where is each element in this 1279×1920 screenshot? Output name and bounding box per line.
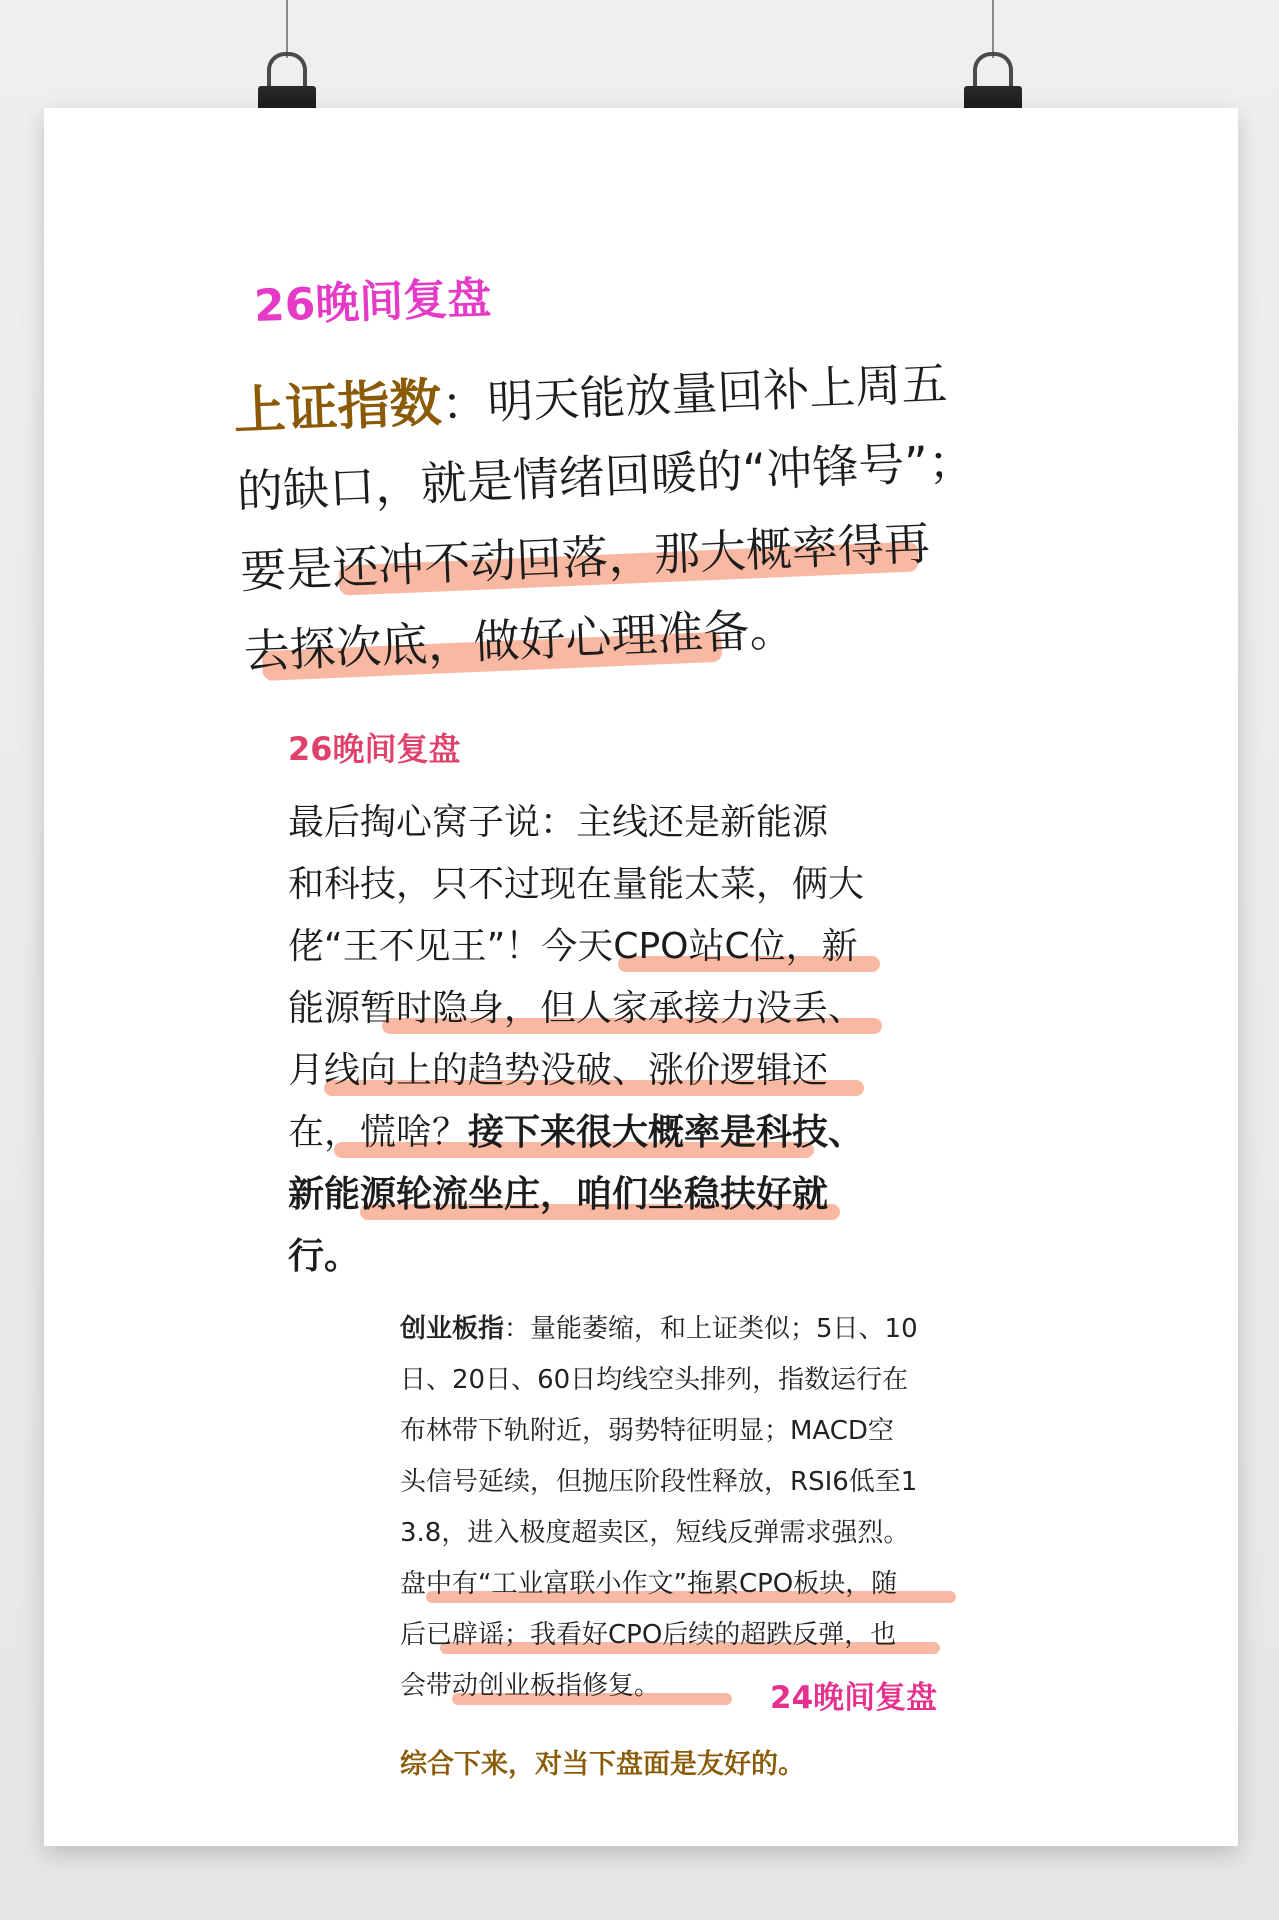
heading-26-evening-review-2: 26晚间复盘 xyxy=(288,730,461,768)
text-line: 3.8，进入极度超卖区，短线反弹需求强烈。 xyxy=(400,1518,910,1548)
text-line: 上证指数：明天能放量回补上周五 xyxy=(232,356,949,442)
text-line: 新能源轮流坐庄，咱们坐稳扶好就 xyxy=(288,1164,908,1226)
chinext-paragraph xyxy=(400,1304,960,1712)
main-view-paragraph xyxy=(288,792,908,1288)
text-line: 佬“王不见王”！今天CPO站C位，新 xyxy=(288,916,908,978)
text-line: 盘中有“工业富联小作文”拖累CPO板块，随 xyxy=(400,1559,960,1610)
chinext-label: 创业板指 xyxy=(400,1314,505,1344)
text-line: 去探次底，做好心理准备。 xyxy=(242,577,1085,692)
text-line: 最后掏心窝子说：主线还是新能源 xyxy=(288,802,829,843)
text-line: 能源暂时隐身，但人家承接力没丢、 xyxy=(288,978,908,1040)
text-line: 和科技，只不过现在量能太菜，俩大 xyxy=(288,864,865,905)
text-line: 布林带下轨附近，弱势特征明显；MACD空 xyxy=(400,1416,894,1446)
heading-26-evening-review: 26晚间复盘 xyxy=(253,272,493,332)
text-line: 在，慌啥？接下来很大概率是科技、 xyxy=(288,1102,908,1164)
hanging-string xyxy=(286,0,288,58)
hanging-string xyxy=(992,0,994,58)
text-line: 的缺口，就是情绪回暖的“冲锋号”； xyxy=(235,434,976,519)
text-line: 创业板指：量能萎缩，和上证类似；5日、10 xyxy=(400,1314,918,1344)
text-line: 会带动创业板指修复。 xyxy=(400,1661,960,1712)
text-line: 行。 xyxy=(288,1236,361,1277)
text-line: 日、20日、60日均线空头排列，指数运行在 xyxy=(400,1365,909,1395)
text-line: 要是还冲不动回落，那大概率得再 xyxy=(239,515,931,599)
summary-line: 综合下来，对当下盘面是友好的。 xyxy=(400,1749,805,1780)
text-line: 后已辟谣；我看好CPO后续的超跌反弹，也 xyxy=(400,1610,960,1661)
shanghai-index-label: 上证指数 xyxy=(232,373,443,442)
heading-24-evening-review: 24晚间复盘 xyxy=(770,1680,938,1716)
text-line: 月线向上的趋势没破、涨价逻辑还 xyxy=(288,1040,908,1102)
shanghai-index-paragraph xyxy=(232,337,1085,692)
text-line: 头信号延续，但抛压阶段性释放，RSI6低至1 xyxy=(400,1467,918,1497)
